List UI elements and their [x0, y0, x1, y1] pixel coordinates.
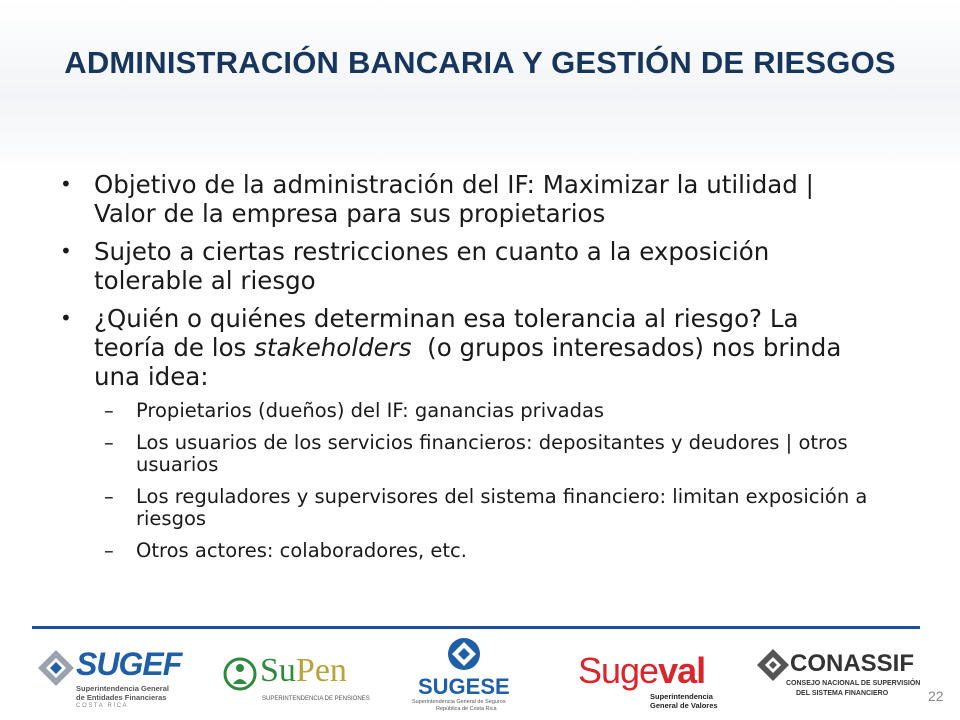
sugese-caption: República de Costa Rica: [436, 706, 497, 712]
sugef-logo: [36, 640, 186, 715]
supen-name-pen: Pen: [295, 652, 347, 689]
bullet-text: [94, 304, 849, 391]
sugeval-name-val: val: [658, 650, 706, 691]
bullet-text-part: ¿Quién o quiénes determinan esa tolerancia al riesgo? La teoría de los: [94, 304, 799, 362]
bullet-icon: •: [60, 172, 72, 196]
page-number: 22: [928, 688, 944, 704]
sugese-caption: Superintendencia General de Seguros: [412, 699, 506, 705]
dash-icon: –: [104, 431, 114, 454]
sub-bullet-text: Propietarios (dueños) del IF: ganancias privadas: [136, 399, 605, 422]
sub-bullet-item: [60, 432, 870, 476]
supen-emblem-icon: [222, 650, 262, 700]
conassif-caption: CONSEJO NACIONAL DE SUPERVISIÓN: [786, 680, 921, 687]
sub-bullet-item: [60, 540, 870, 562]
dash-icon: –: [104, 539, 114, 562]
bullet-text-part: (o grupos interesados) nos brinda una idea:: [94, 333, 850, 391]
bullet-item: [60, 170, 870, 228]
sugese-name: SUGESE: [418, 674, 510, 699]
sugef-caption: C O S T A R I C A: [76, 703, 127, 709]
stakeholders-emphasis: stakeholders: [254, 333, 412, 362]
conassif-caption: DEL SISTEMA FINANCIERO: [796, 690, 889, 697]
bullet-item: [60, 304, 870, 391]
slide-title: ADMINISTRACIÓN BANCARIA Y GESTIÓN DE RIESGOS: [64, 45, 896, 80]
sub-bullet-text: Otros actores: colaboradores, etc.: [136, 539, 467, 562]
sugeval-caption: Superintendencia: [650, 692, 713, 701]
supen-name-su: Su: [260, 652, 296, 689]
sugese-emblem-icon: [434, 634, 494, 674]
sugese-logo: [408, 640, 520, 715]
sugef-caption: de Entidades Financieras: [76, 693, 167, 702]
bullet-icon: •: [60, 306, 72, 330]
bullet-text: Objetivo de la administración del IF: Maximizar la utilidad | Valor de la empresa para sus propietarios: [94, 170, 814, 228]
sub-bullet-item: [60, 486, 870, 530]
sugef-caption: Superintendencia General: [76, 684, 169, 693]
sub-bullet-item: [60, 400, 870, 422]
conassif-logo: [756, 640, 926, 715]
bullet-icon: •: [60, 239, 72, 263]
sugeval-caption: General de Valores: [650, 701, 718, 710]
sugeval-name: [578, 650, 705, 692]
slide-content: [60, 170, 870, 572]
sub-bullet-text: Los reguladores y supervisores del sistema financiero: limitan exposición a riesgos: [136, 485, 868, 530]
supen-name: [260, 652, 347, 690]
supen-caption: SUPERINTENDENCIA DE PENSIONES: [262, 696, 370, 702]
supen-logo: [222, 640, 370, 715]
dash-icon: –: [104, 485, 114, 508]
bullet-item: [60, 237, 870, 295]
conassif-emblem-icon: [756, 648, 790, 682]
sugef-name: SUGEF: [76, 646, 182, 682]
bullet-text: Sujeto a ciertas restricciones en cuanto a la exposición tolerable al riesgo: [94, 237, 770, 295]
sugeval-logo: [578, 640, 718, 715]
conassif-name: CONASSIF: [790, 650, 915, 677]
sugeval-name-suge: Suge: [578, 650, 659, 691]
dash-icon: –: [104, 399, 114, 422]
sub-bullet-text: Los usuarios de los servicios financieros: depositantes y deudores | otros usuarios: [136, 431, 848, 476]
footer-divider: [32, 626, 920, 629]
